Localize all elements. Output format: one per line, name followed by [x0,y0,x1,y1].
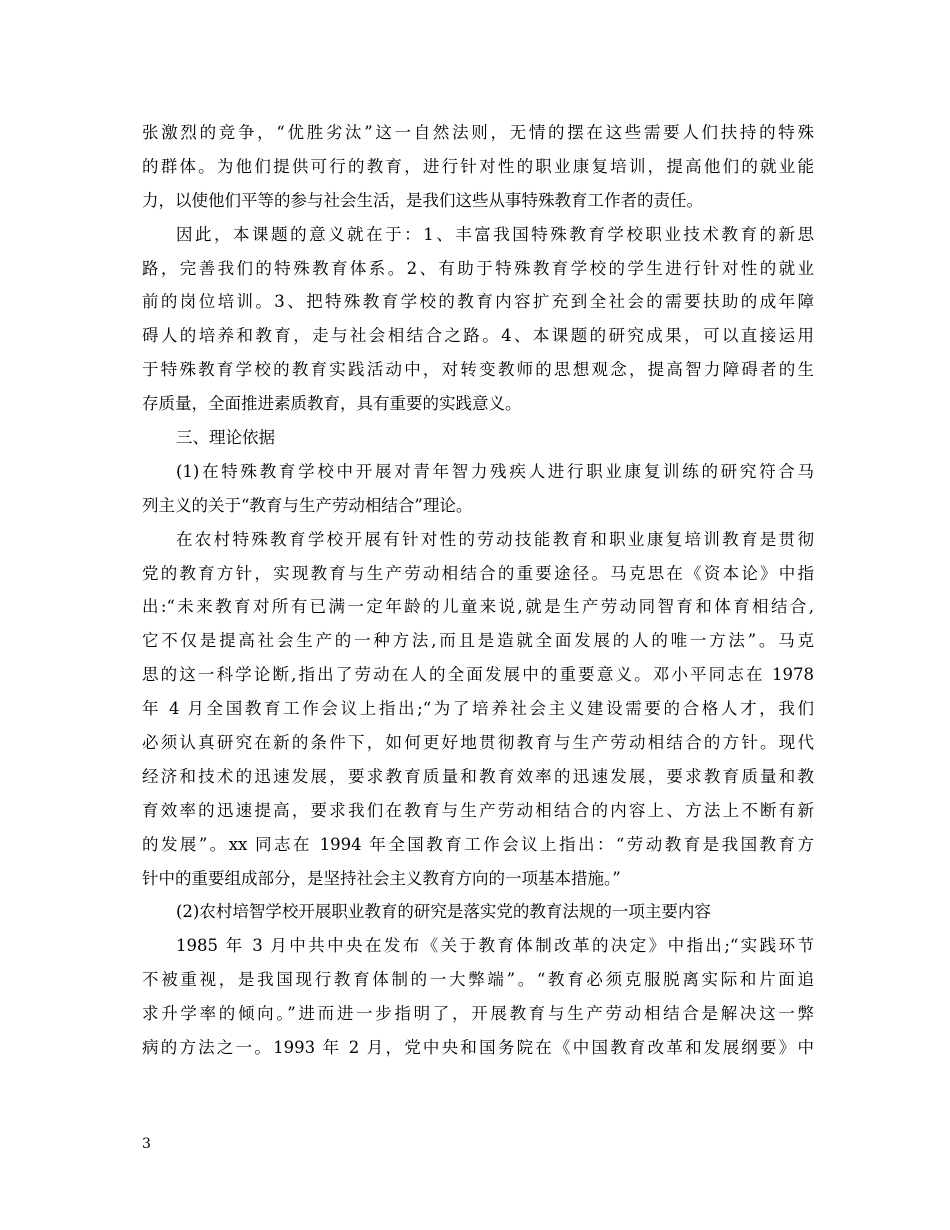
text-line: 病的方法之一。1993 年 2 月，党中央和国务院在《中国教育改革和发展纲要》中 [142,1038,814,1058]
text-line: 求升学率的倾向。”进而进一步指明了，开展教育与生产劳动相结合是解决这一弊 [142,1004,814,1024]
text-line: 的群体。为他们提供可行的教育，进行针对性的职业康复培训，提高他们的就业能 [142,156,814,176]
text-line: 1985 年 3 月中共中央在发布《关于教育体制改革的决定》中指出;“实践环节 [176,936,814,956]
text-line: (2)农村培智学校开展职业教育的研究是落实党的教育法规的一项主要内容 [176,902,711,922]
text-line: 出:“未来教育对所有已满一定年龄的儿童来说,就是生产劳动同智育和体育相结合, [142,597,814,617]
section-heading: 三、理论依据 [176,428,275,448]
text-line: 思的这一科学论断,指出了劳动在人的全面发展中的重要意义。邓小平同志在 1978 [142,665,814,685]
text-line: 的发展”。xx 同志在 1994 年全国教育工作会议上指出：“劳动教育是我国教育方 [142,834,814,854]
text-line: (1)在特殊教育学校中开展对青年智力残疾人进行职业康复训练的研究符合马 [176,461,814,481]
text-line: 碍人的培养和教育，走与社会相结合之路。4、本课题的研究成果，可以直接运用 [142,326,814,346]
text-line: 存质量，全面推进素质教育，具有重要的实践意义。 [142,394,522,414]
page-number: 3 [142,1136,151,1152]
text-line: 针中的重要组成部分，是坚持社会主义教育方向的一项基本措施。” [142,868,621,888]
text-line: 党的教育方针，实现教育与生产劳动相结合的重要途径。马克思在《资本论》中指 [142,563,814,583]
text-line: 年 4 月全国教育工作会议上指出;“为了培养社会主义建设需要的合格人才，我们 [142,699,814,719]
text-line: 在农村特殊教育学校开展有针对性的劳动技能教育和职业康复培训教育是贯彻 [176,529,814,549]
text-line: 不被重视，是我国现行教育体制的一大弊端”。“教育必须克服脱离实际和片面追 [142,970,814,990]
text-line: 路，完善我们的特殊教育体系。2、有助于特殊教育学校的学生进行针对性的就业 [142,258,814,278]
document-body [142,116,814,1065]
text-line: 因此，本课题的意义就在于：1、丰富我国特殊教育学校职业技术教育的新思 [176,224,814,244]
text-line: 它不仅是提高社会生产的一种方法,而且是造就全面发展的人的唯一方法”。马克 [142,631,814,651]
text-line: 力，以使他们平等的参与社会生活，是我们这些从事特殊教育工作者的责任。 [142,190,703,210]
text-line: 必须认真研究在新的条件下，如何更好地贯彻教育与生产劳动相结合的方针。现代 [142,733,814,753]
text-line: 经济和技术的迅速发展，要求教育质量和教育效率的迅速发展，要求教育质量和教 [142,766,814,786]
text-line: 前的岗位培训。3、把特殊教育学校的教育内容扩充到全社会的需要扶助的成年障 [142,292,814,312]
text-line: 列主义的关于“教育与生产劳动相结合”理论。 [142,495,473,515]
text-line: 于特殊教育学校的教育实践活动中，对转变教师的思想观念，提高智力障碍者的生 [142,360,814,380]
text-line: 育效率的迅速提高，要求我们在教育与生产劳动相结合的内容上、方法上不断有新 [142,800,814,820]
text-line: 张激烈的竞争，“优胜劣汰”这一自然法则，无情的摆在这些需要人们扶持的特殊 [142,123,814,142]
